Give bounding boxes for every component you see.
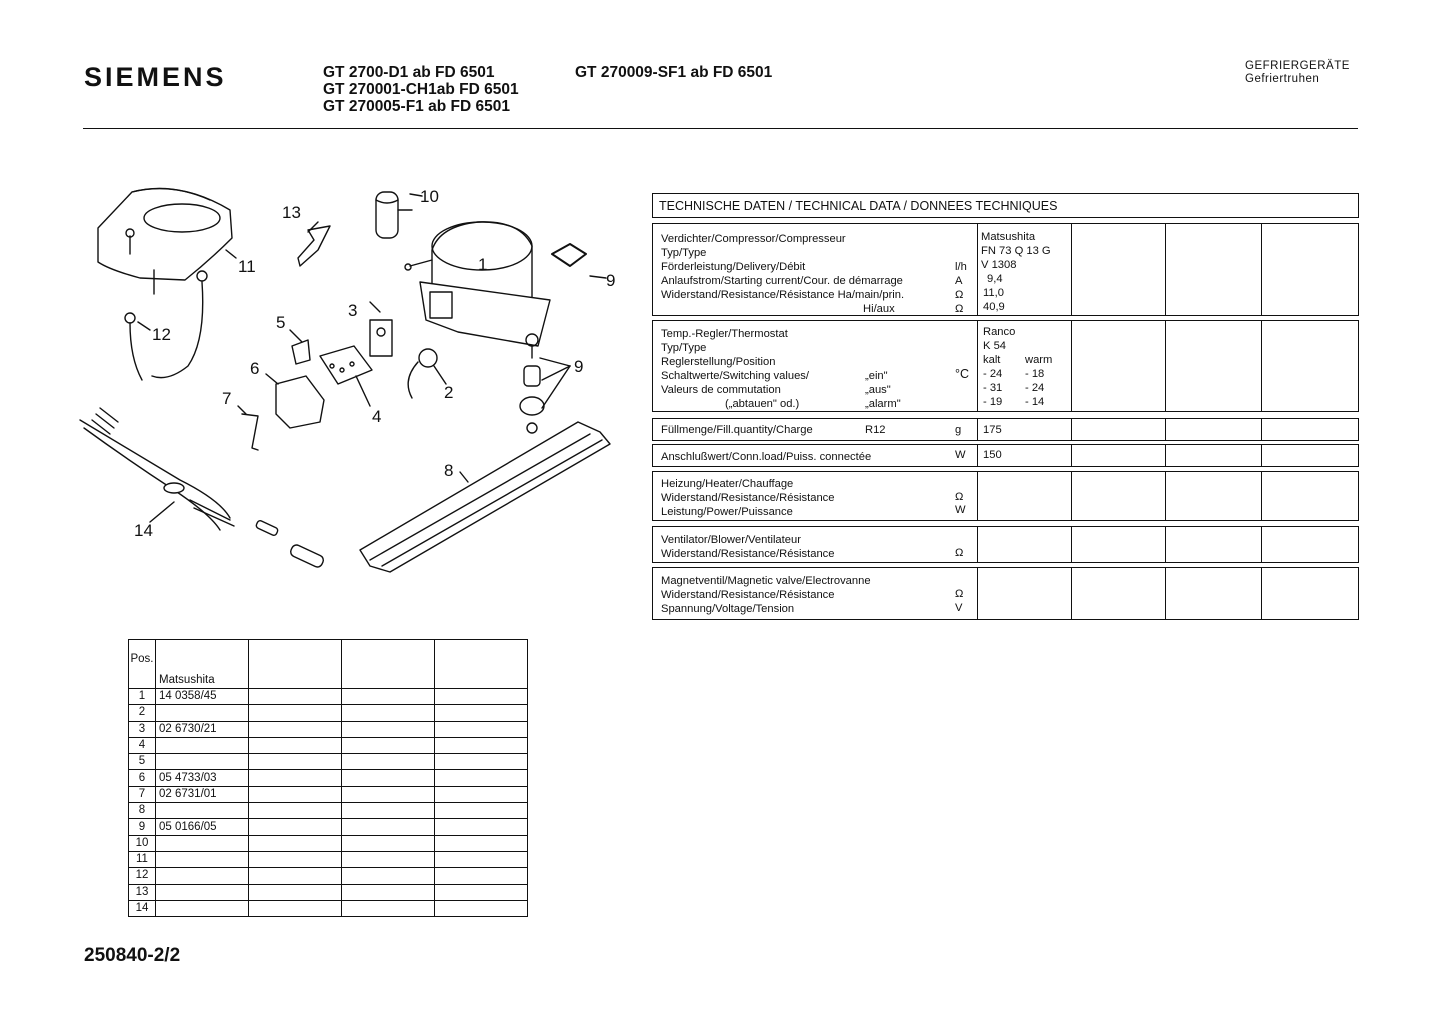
callout-14: 14 <box>134 521 153 540</box>
clip-part-icon <box>298 226 330 266</box>
heater-block <box>652 471 1359 521</box>
label: Verdichter/Compressor/Compresseur <box>661 233 846 245</box>
refrigerant: R12 <box>865 424 886 436</box>
header: warm <box>1025 354 1053 366</box>
cover-part-icon <box>98 188 232 294</box>
unit: Ω <box>955 303 964 315</box>
label: Typ/Type <box>661 342 707 354</box>
callout-7: 7 <box>222 389 232 408</box>
callout-8: 8 <box>444 461 454 480</box>
label: Ventilator/Blower/Ventilateur <box>661 534 801 546</box>
label: Füllmenge/Fill.quantity/Charge <box>661 424 813 436</box>
label: Anschlußwert/Conn.load/Puiss. connectée <box>661 451 872 463</box>
table-row: 13 <box>129 884 528 900</box>
category-title: GEFRIERGERÄTE <box>1245 60 1350 72</box>
value: 9,4 <box>987 273 1003 285</box>
unit: Ω <box>955 289 964 301</box>
grommet-part-icon <box>552 244 586 266</box>
wire-clip-part-icon <box>242 414 258 450</box>
value: - 18 <box>1025 368 1045 380</box>
table-row: 14 <box>129 900 528 916</box>
callout-5: 5 <box>276 313 286 332</box>
mounting-rail-part-icon <box>360 422 610 572</box>
value: 175 <box>983 424 1002 436</box>
document-number: 250840-2/2 <box>84 945 181 966</box>
label: Anlaufstrom/Starting current/Cour. de démarrage <box>661 275 903 287</box>
value: - 19 <box>983 396 1003 408</box>
relay-box-part-icon <box>276 376 324 428</box>
tech-title-box <box>652 193 1359 218</box>
compressor-block <box>652 223 1359 316</box>
header: kalt <box>983 354 1001 366</box>
unit: °C <box>955 367 970 381</box>
label: („abtauen" od.) <box>725 398 800 410</box>
parts-diagram <box>70 170 650 590</box>
value: FN 73 Q 13 G <box>981 245 1051 257</box>
unit: W <box>955 504 966 516</box>
table-row: 4 <box>129 737 528 753</box>
bracket-part-icon <box>292 340 310 364</box>
table-row: 10 <box>129 835 528 851</box>
callout-13: 13 <box>282 203 301 222</box>
header-rule <box>83 128 1358 129</box>
relay-part-icon <box>370 320 392 356</box>
compressor-part-icon <box>405 222 550 346</box>
state: „alarm" <box>865 398 901 410</box>
thermostat-block <box>652 320 1359 412</box>
terminal-cover-part-icon <box>320 346 372 384</box>
table-row: 9 05 0166/05 <box>129 819 528 835</box>
label: Widerstand/Resistance/Résistance <box>661 589 835 601</box>
callout-1: 1 <box>478 255 488 274</box>
value: 11,0 <box>983 287 1004 299</box>
unit: A <box>955 275 963 287</box>
callout-2: 2 <box>444 383 454 402</box>
brand-logo: SIEMENS <box>84 62 227 92</box>
value: - 14 <box>1025 396 1045 408</box>
state: „ein" <box>865 370 888 382</box>
fill-block <box>652 418 1359 441</box>
value: Ranco <box>983 326 1016 338</box>
table-row: 3 02 6730/21 <box>129 721 528 737</box>
table-row: 11 <box>129 851 528 867</box>
label: Spannung/Voltage/Tension <box>661 603 795 615</box>
table-header-row <box>129 640 528 689</box>
label: Widerstand/Resistance/Résistance <box>661 548 835 560</box>
mounting-feet-part-icon <box>520 334 544 433</box>
model-line: GT 2700-D1 ab FD 6501 <box>323 64 495 81</box>
blower-block <box>652 526 1359 563</box>
value: - 31 <box>983 382 1003 394</box>
table-row: 2 <box>129 705 528 721</box>
table-row: 6 05 4733/03 <box>129 770 528 786</box>
cable-part-icon <box>80 408 325 569</box>
unit: g <box>955 424 962 436</box>
load-block <box>652 444 1359 467</box>
model-line: GT 270005-F1 ab FD 6501 <box>323 98 510 115</box>
table-row: 5 <box>129 754 528 770</box>
value: 40,9 <box>983 301 1005 313</box>
value: K 54 <box>983 340 1007 352</box>
state: „aus" <box>865 384 891 396</box>
label: Widerstand/Resistance/Résistance <box>661 492 835 504</box>
value: 150 <box>983 449 1002 461</box>
callout-12: 12 <box>152 325 171 344</box>
value: V 1308 <box>981 259 1017 271</box>
overload-part-icon <box>408 349 437 398</box>
label: Reglerstellung/Position <box>661 356 776 368</box>
callout-9: 9 <box>606 271 616 290</box>
callout-4: 4 <box>372 407 382 426</box>
unit: l/h <box>955 261 967 273</box>
model-right <box>575 64 772 81</box>
value: - 24 <box>1025 382 1045 394</box>
unit: W <box>955 449 966 461</box>
unit: Ω <box>955 547 964 559</box>
label: Schaltwerte/Switching values/ <box>661 370 809 382</box>
pos-header: Pos. <box>129 640 156 689</box>
model-list-left <box>323 64 519 115</box>
callout-3: 3 <box>348 301 358 320</box>
table-row: 12 <box>129 868 528 884</box>
category <box>1245 60 1350 86</box>
label: Heizung/Heater/Chauffage <box>661 478 794 490</box>
label: Widerstand/Resistance/Résistance Ha/main/prin. <box>661 289 905 301</box>
label: Temp.-Regler/Thermostat <box>661 328 788 340</box>
callout-10: 10 <box>420 187 439 206</box>
category-sub: Gefriertruhen <box>1245 73 1320 85</box>
label: Leistung/Power/Puissance <box>661 506 793 518</box>
capacitor-part-icon <box>376 192 412 238</box>
label: Typ/Type <box>661 247 707 259</box>
valve-block <box>652 567 1359 620</box>
table-row: 1 14 0358/45 <box>129 689 528 705</box>
label: Hi/aux <box>863 303 895 315</box>
tech-title: TECHNISCHE DATEN / TECHNICAL DATA / DONNEES TECHNIQUES <box>659 199 1058 213</box>
col-header: Matsushita <box>156 640 249 689</box>
model-line: GT 270001-CH1ab FD 6501 <box>323 81 519 98</box>
label: Valeurs de commutation <box>661 384 781 396</box>
model-line: GT 270009-SF1 ab FD 6501 <box>575 64 773 81</box>
parts-table <box>128 639 528 917</box>
unit: V <box>955 602 963 614</box>
callout-6: 6 <box>250 359 260 378</box>
callout-11: 11 <box>238 257 256 276</box>
unit: Ω <box>955 491 964 503</box>
table-row: 8 <box>129 803 528 819</box>
unit: Ω <box>955 588 964 600</box>
table-row: 7 02 6731/01 <box>129 786 528 802</box>
value: - 24 <box>983 368 1003 380</box>
value: Matsushita <box>981 231 1036 243</box>
label: Förderleistung/Delivery/Débit <box>661 261 806 273</box>
callout-9b: 9 <box>574 357 584 376</box>
label: Magnetventil/Magnetic valve/Electrovanne <box>661 575 871 587</box>
